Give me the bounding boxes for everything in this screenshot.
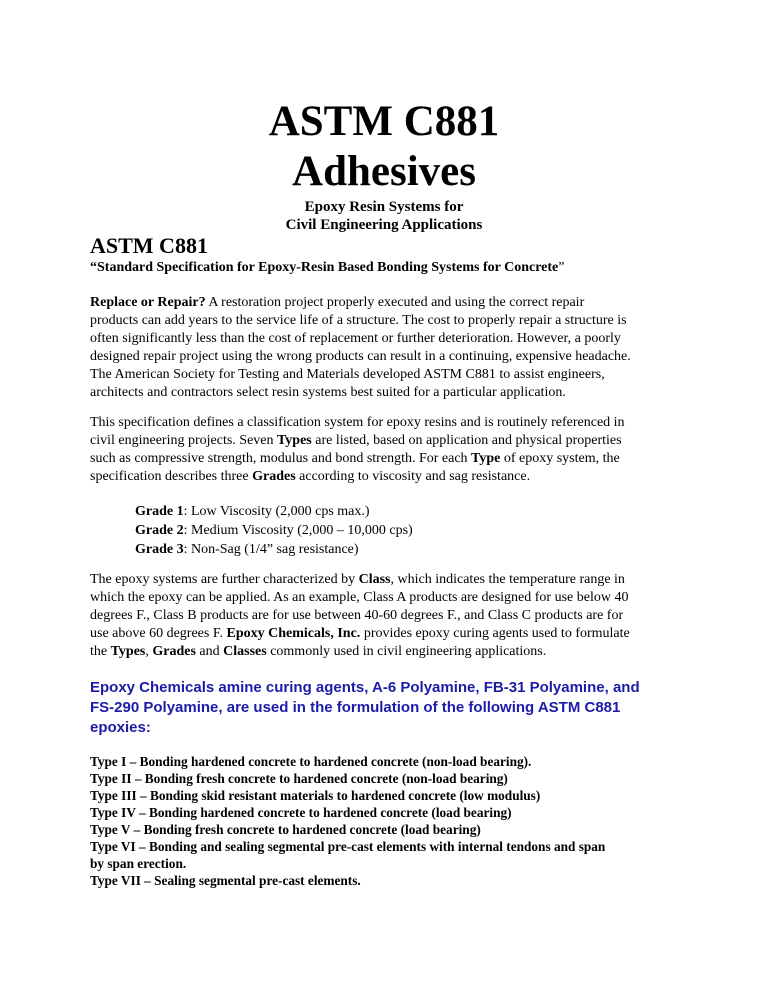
type-item: Type VI – Bonding and sealing segmental pre-cast elements with internal tendons and span xyxy=(90,839,606,854)
grade-text: : Low Viscosity (2,000 cps max.) xyxy=(183,504,370,519)
paragraph-text: products can add years to the service life of a structure. The cost to properly repair a structure is xyxy=(90,313,627,328)
heading-line: epoxies: xyxy=(90,719,151,736)
emphasis: Class xyxy=(358,572,391,587)
type-item-continued: by span erection. xyxy=(90,856,187,871)
paragraph-text: often significantly less than the cost of replacement or further deterioration. However, a poorly xyxy=(90,331,621,346)
paragraph-text: provides epoxy curing agents used to formulate xyxy=(360,626,630,641)
grade-item xyxy=(135,540,413,559)
grade-text: : Non-Sag (1/4” sag resistance) xyxy=(183,542,359,557)
paragraph-text: civil engineering projects. Seven xyxy=(90,433,277,448)
document-title-line2: Adhesives xyxy=(292,148,476,195)
paragraph-replace-or-repair xyxy=(90,294,690,402)
curing-agents-heading xyxy=(90,678,710,738)
paragraph-text: specification describes three xyxy=(90,469,253,484)
emphasis: Classes xyxy=(223,644,267,659)
grade-item xyxy=(135,502,413,521)
paragraph-text: The American Society for Testing and Materials developed ASTM C881 to assist engineers, xyxy=(90,367,605,382)
type-item: Type I – Bonding hardened concrete to hardened concrete (non-load bearing). xyxy=(90,754,532,769)
spec-title-quote xyxy=(90,259,564,276)
paragraph-text: commonly used in civil engineering applications. xyxy=(266,644,547,659)
type-item: Type III – Bonding skid resistant materials to hardened concrete (low modulus) xyxy=(90,788,541,803)
paragraph-text: degrees F., Class B products are for use between 40-60 degrees F., and Class C products are for xyxy=(90,608,624,623)
grade-list xyxy=(135,502,413,559)
paragraph-text: , which indicates the temperature range in xyxy=(390,572,625,587)
emphasis: Type xyxy=(471,451,501,466)
paragraph-classification xyxy=(90,414,690,486)
type-item: Type II – Bonding fresh concrete to hardened concrete (non-load bearing) xyxy=(90,771,508,786)
paragraph-text: which the epoxy can be applied. As an example, Class A products are designed for use below 40 xyxy=(90,590,629,605)
type-item: Type VII – Sealing segmental pre-cast elements. xyxy=(90,873,361,888)
paragraph-lead: Replace or Repair? xyxy=(90,295,206,310)
paragraph-text: A restoration project properly executed and using the correct repair xyxy=(205,295,585,310)
heading-line: Epoxy Chemicals amine curing agents, A-6 Polyamine, FB-31 Polyamine, and xyxy=(90,679,640,696)
type-list xyxy=(90,753,710,889)
emphasis: Grades xyxy=(252,469,296,484)
paragraph-text: , xyxy=(145,644,153,659)
grade-text: : Medium Viscosity (2,000 – 10,000 cps) xyxy=(183,523,413,538)
section-heading: ASTM C881 xyxy=(90,233,208,258)
document-subtitle-line1: Epoxy Resin Systems for xyxy=(304,199,464,215)
spec-title-text: “Standard Specification for Epoxy-Resin Based Bonding Systems for Concrete xyxy=(90,260,559,275)
paragraph-text: This specification defines a classification system for epoxy resins and is routinely referenced in xyxy=(90,415,625,430)
emphasis: Grades xyxy=(152,644,196,659)
paragraph-text: are listed, based on application and physical properties xyxy=(311,433,622,448)
spec-title-close-quote: ” xyxy=(558,260,565,275)
company-name: Epoxy Chemicals, Inc. xyxy=(226,626,361,641)
grade-label: Grade 3 xyxy=(135,542,184,557)
paragraph-class xyxy=(90,571,690,661)
paragraph-text: according to viscosity and sag resistance. xyxy=(295,469,531,484)
emphasis: Types xyxy=(110,644,146,659)
heading-line: FS-290 Polyamine, are used in the formulation of the following ASTM C881 xyxy=(90,699,621,716)
paragraph-text: The epoxy systems are further characterized by xyxy=(90,572,359,587)
paragraph-text: use above 60 degrees F. xyxy=(90,626,227,641)
paragraph-text: architects and contractors select resin systems best suited for a particular application. xyxy=(90,385,566,400)
document-title-line1: ASTM C881 xyxy=(268,98,500,145)
paragraph-text: and xyxy=(195,644,224,659)
paragraph-text: designed repair project using the wrong products can result in a continuing, expensive headache. xyxy=(90,349,631,364)
grade-item xyxy=(135,521,413,540)
document-subtitle-line2: Civil Engineering Applications xyxy=(285,217,483,233)
type-item: Type V – Bonding fresh concrete to hardened concrete (load bearing) xyxy=(90,822,481,837)
grade-label: Grade 1 xyxy=(135,504,184,519)
paragraph-text: of epoxy system, the xyxy=(500,451,620,466)
paragraph-text: such as compressive strength, modulus and bond strength. For each xyxy=(90,451,472,466)
grade-label: Grade 2 xyxy=(135,523,184,538)
paragraph-text: the xyxy=(90,644,111,659)
emphasis: Types xyxy=(277,433,312,448)
type-item: Type IV – Bonding hardened concrete to hardened concrete (load bearing) xyxy=(90,805,512,820)
